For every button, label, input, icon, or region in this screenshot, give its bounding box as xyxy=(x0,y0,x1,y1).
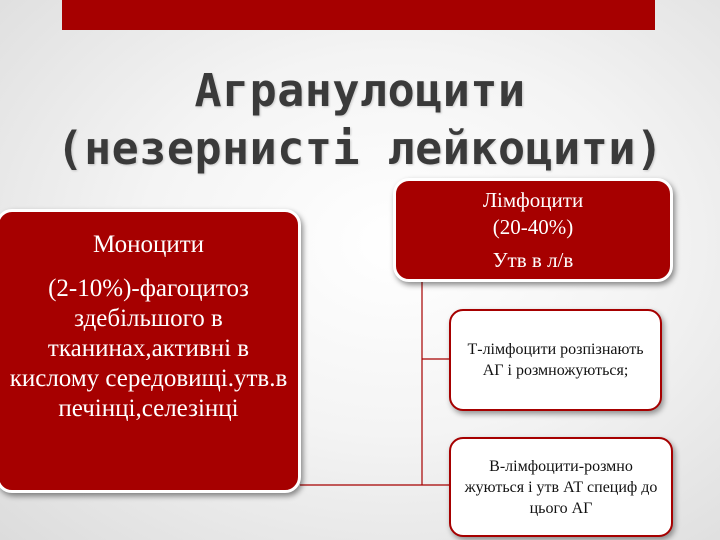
lymphocytes-title: Лімфоцити xyxy=(482,188,584,212)
monocytes-description: (2-10%)-фагоцитоз здебільшого в тканинах,активні в кислому середовищі.утв.в печінці,селезінці xyxy=(9,275,288,422)
title-line-1: Агранулоцити xyxy=(194,64,526,117)
lymphocytes-percent: (20-40%) xyxy=(492,215,574,239)
lymphocytes-location: Утв в л/в xyxy=(492,248,574,269)
t-lymphocytes-box xyxy=(449,309,662,411)
lymphocytes-box xyxy=(393,178,673,282)
t-lymphocytes-text: Т-лімфоцити розпізнають АГ і розмножуються; xyxy=(467,341,644,379)
b-lymphocytes-text: В-лімфоцити-розмно жуються і утв АТ специф до цього АГ xyxy=(464,457,658,517)
monocytes-title: Моноцити xyxy=(92,231,205,258)
title-line-2: (незернисті лейкоцити) xyxy=(56,122,664,175)
monocytes-box xyxy=(0,209,301,493)
b-lymphocytes-box xyxy=(449,437,673,537)
